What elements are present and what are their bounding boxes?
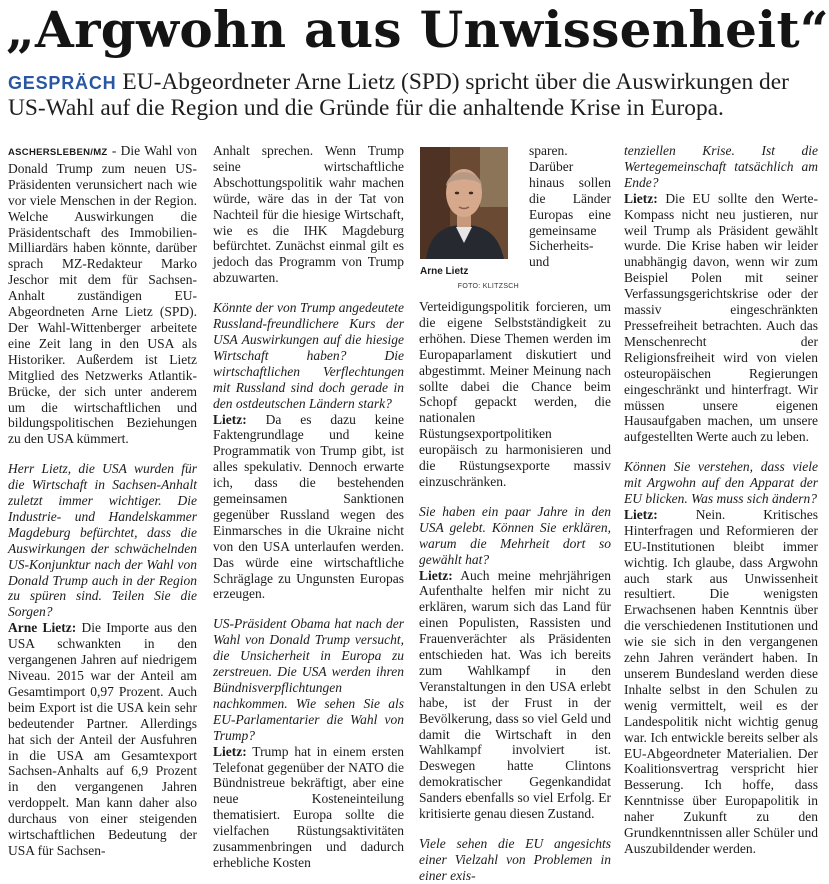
- answer-1-continued: Anhalt sprechen. Wenn Trump seine wirtschaftliche Abschottungspolitik wahr machen würde, wäre das in der Tat von Nachteil für die hiesige Wirtschaft, wie es die IHK Magdeburg befürchtet. Zunächst einmal gilt es jedoch das Programm von Trump abzuwarten.: [213, 143, 404, 286]
- article-dek: [8, 70, 820, 121]
- speaker-label: Arne Lietz:: [8, 620, 77, 636]
- answer-6: [624, 507, 818, 857]
- answer-3-text: Trump hat in einem ersten Telefonat gegenüber der NATO die Bündnistreue bekräftigt, aber eine neue Kosteneinteilung thematisiert. Europa sollte die vielfachen Rüstungsaktivitäten zusammenbringen und dadurch erhebliche Kosten: [213, 743, 404, 870]
- answer-1-text: Die Importe aus den USA schwankten in den vergangenen Jahren auf niedrigem Niveau. 2015 war der Anteil am Gesamtimport 0,97 Prozent. Auch beim Export ist die USA kein sehr bedeutender Partner. Allerdings hat sich der Anteil der Ausfuhren in die USA am Gesamtexport Sachsen-Anhalts auf 6,9 Prozent in den vergangenen Jahren verdoppelt. Man kann daher also durchaus von einer steigenden wirtschaftlichen Bedeutung der USA für Sachsen-: [8, 620, 197, 858]
- speaker-label: Lietz:: [213, 743, 247, 759]
- question-4: Sie haben ein paar Jahre in den USA gelebt. Können Sie erklären, warum die Mehrheit dort so gewählt hat?: [419, 503, 611, 567]
- answer-5-text: Die EU sollte den Werte-Kompass nicht neu justieren, nur weil Trump als Präsident gewählt wurde. Die Krise haben wir leider unabhängig davon, wenn wir zum Beispiel Polen mit seiner Verfassungsgerichtskrise oder der massiv eingeschränkten Pressefreiheit betrachten. Auch das Menschenrecht der Religionsfreiheit wird von vielen osteuropäischen Regierungen eingeschränkt und hinterfragt. Wir müssen unsere eigenen Hausaufgaben machen, um unsere aufgestellten Werte auch zu leben.: [624, 190, 818, 445]
- article-column-3: [419, 143, 611, 883]
- speaker-label: Lietz:: [624, 190, 658, 206]
- question-5-continued: tenziellen Krise. Ist die Wertegemeinschaft tatsächlich am Ende?: [624, 143, 818, 190]
- dek-text: EU-Abgeordneter Arne Lietz (SPD) spricht über die Auswirkungen der US-Wahl auf die Region und die Gründe für die anhaltende Krise in Europa.: [8, 69, 789, 121]
- dateline: ASCHERSLEBEN/MZ: [8, 147, 108, 158]
- speaker-label: Lietz:: [419, 567, 453, 583]
- answer-4-text: Auch meine mehrjährigen Aufenthalte helfen mir nicht zu erklären, warum sich das Land für einen Populisten, Rassisten und Frauenverächter als Präsidenten entschieden hat. Was ich bereits zum Wahlkampf in den Veranstaltungen in den USA erlebt habe, ist der Frust in der Bevölkerung, dass so viel Geld und damit die Wirtschaft in den Wahlkampf involviert ist. Deswegen hatte Clintons demokratischer Gegenkandidat Sanders ebenfalls so viel Erfolg. Er kritisierte genau diesen Zustand.: [419, 567, 611, 822]
- answer-2-text: Da es dazu keine Faktengrundlage und keine Programmatik von Trump gibt, ist alles spekulativ. Dennoch erwarte ich, dass die bestehenden gemeinsamen Sanktionen gegenüber Russland wegen des Einmarsches in die Ukraine nicht von den USA unterlaufen werden. Das würde eine wirtschaftliche Schräglage zu Ungunsten Europas erzeugen.: [213, 411, 404, 602]
- photo-credit: FOTO: KLITZSCH: [457, 283, 519, 290]
- answer-3: [213, 744, 404, 871]
- speaker-label: Lietz:: [213, 411, 247, 427]
- answer-5: [624, 191, 818, 446]
- portrait-figure: [419, 143, 519, 291]
- portrait-photo: [420, 147, 508, 259]
- article-column-2: [213, 143, 404, 870]
- question-6: Können Sie verstehen, dass viele mit Argwohn auf den Apparat der EU blicken. Was muss sich ändern?: [624, 459, 818, 507]
- answer-1: [8, 620, 197, 859]
- intro-paragraph: [8, 143, 197, 447]
- article-column-4: [624, 143, 818, 856]
- answer-3-continued: sparen. Darüber hinaus sollen die Länder Europas eine gemeinsame Sicherheits- und Verteidigungspolitik forcieren, um die eigene Selbstständigkeit zu erhöhen. Diese Themen werden im Europaparlament diskutiert und abgestimmt. Meiner Meinung nach sollte dabei die Chance beim Schopf gepackt werden, die nationalen Rüstungsexportpolitiken europäisch zu harmonisieren und die Rüstungsexporte massiv einzuschränken.: [419, 143, 611, 489]
- question-2: Könnte der von Trump angedeutete Russland-freundlichere Kurs der USA Auswirkungen auf die hiesige Wirtschaft haben? Die wirtschaftlichen Verflechtungen mit Russland sind doch gerade in den ostdeutschen Ländern stark?: [213, 300, 404, 411]
- answer-2: [213, 412, 404, 603]
- question-1: Herr Lietz, die USA wurden für die Wirtschaft in Sachsen-Anhalt zuletzt immer wichtiger. Die Industrie- und Handelskammer Magdeburg befürchtet, dass die Auswirkungen der schwächelnden US-Konjunktur nach der Wahl von Donald Trump auch in der Region zu spüren sind. Teilen Sie die Sorgen?: [8, 461, 197, 620]
- kicker-label: GESPRÄCH: [8, 73, 117, 93]
- article-column-1: [8, 143, 197, 858]
- portrait-illustration: [420, 147, 508, 259]
- question-3: US-Präsident Obama hat nach der Wahl von Donald Trump versucht, die Unsicherheit in Europa zu zerstreuen. Die USA werden ihren Bündnisverpflichtungen nachkommen. Wie sehen Sie als EU-Parlamentarier die Wahl von Trump?: [213, 616, 404, 743]
- answer-6-text: Nein. Kritisches Hinterfragen und Reformieren der EU-Institutionen bleibt immer wichtig. Ich glaube, dass Argwohn auch stark aus Unwissenheit resultiert. Die wenigsten Erwachsenen haben Kenntnis über die verschiedenen Institutionen und wie sie sich in den vergangenen zehn Jahren verändert haben. In unserem Bundesland werden diese Inhalte selbst in den Schulen zu wenig vermittelt, weil es der Landespolitik nicht wichtig genug war. Ich entwickle bereits selber als EU-Abgeordneter Materialien. Der Koalitionsvertrag verspricht hier Besserung. Ich hoffe, dass Kenntnisse über Europapolitik in naher Zukunft zu den Grundkenntnissen aller Schüler und Auszubildender werden.: [624, 506, 818, 856]
- speaker-label: Lietz:: [624, 506, 658, 522]
- intro-text: - Die Wahl von Donald Trump zum neuen US-Präsidenten verunsichert nach wie vor viele Menschen in der Region. Welche Auswirkungen die Präsidentschaft des Immobilien-Milliardärs haben könnte, darüber sprach MZ-Redakteur Marko Jeschor mit dem für Sachsen-Anhalt zuständigen EU-Abgeordneten Arne Lietz (SPD). Der Wahl-Wittenberger arbeitete eine Zeit lang in den USA als Historiker. Außerdem ist Lietz Mitglied des Netzwerks Atlantik-Brücke, der sich unter anderem um die wirtschaftlichen und bildungspolitischen Beziehungen zu den USA kümmert.: [8, 143, 197, 447]
- photo-caption-name: Arne Lietz: [420, 266, 469, 277]
- answer-4: [419, 568, 611, 823]
- article-headline: „Argwohn aus Unwissenheit“: [6, 0, 829, 59]
- question-5: Viele sehen die EU angesichts einer Vielzahl von Problemen in einer exis-: [419, 836, 611, 883]
